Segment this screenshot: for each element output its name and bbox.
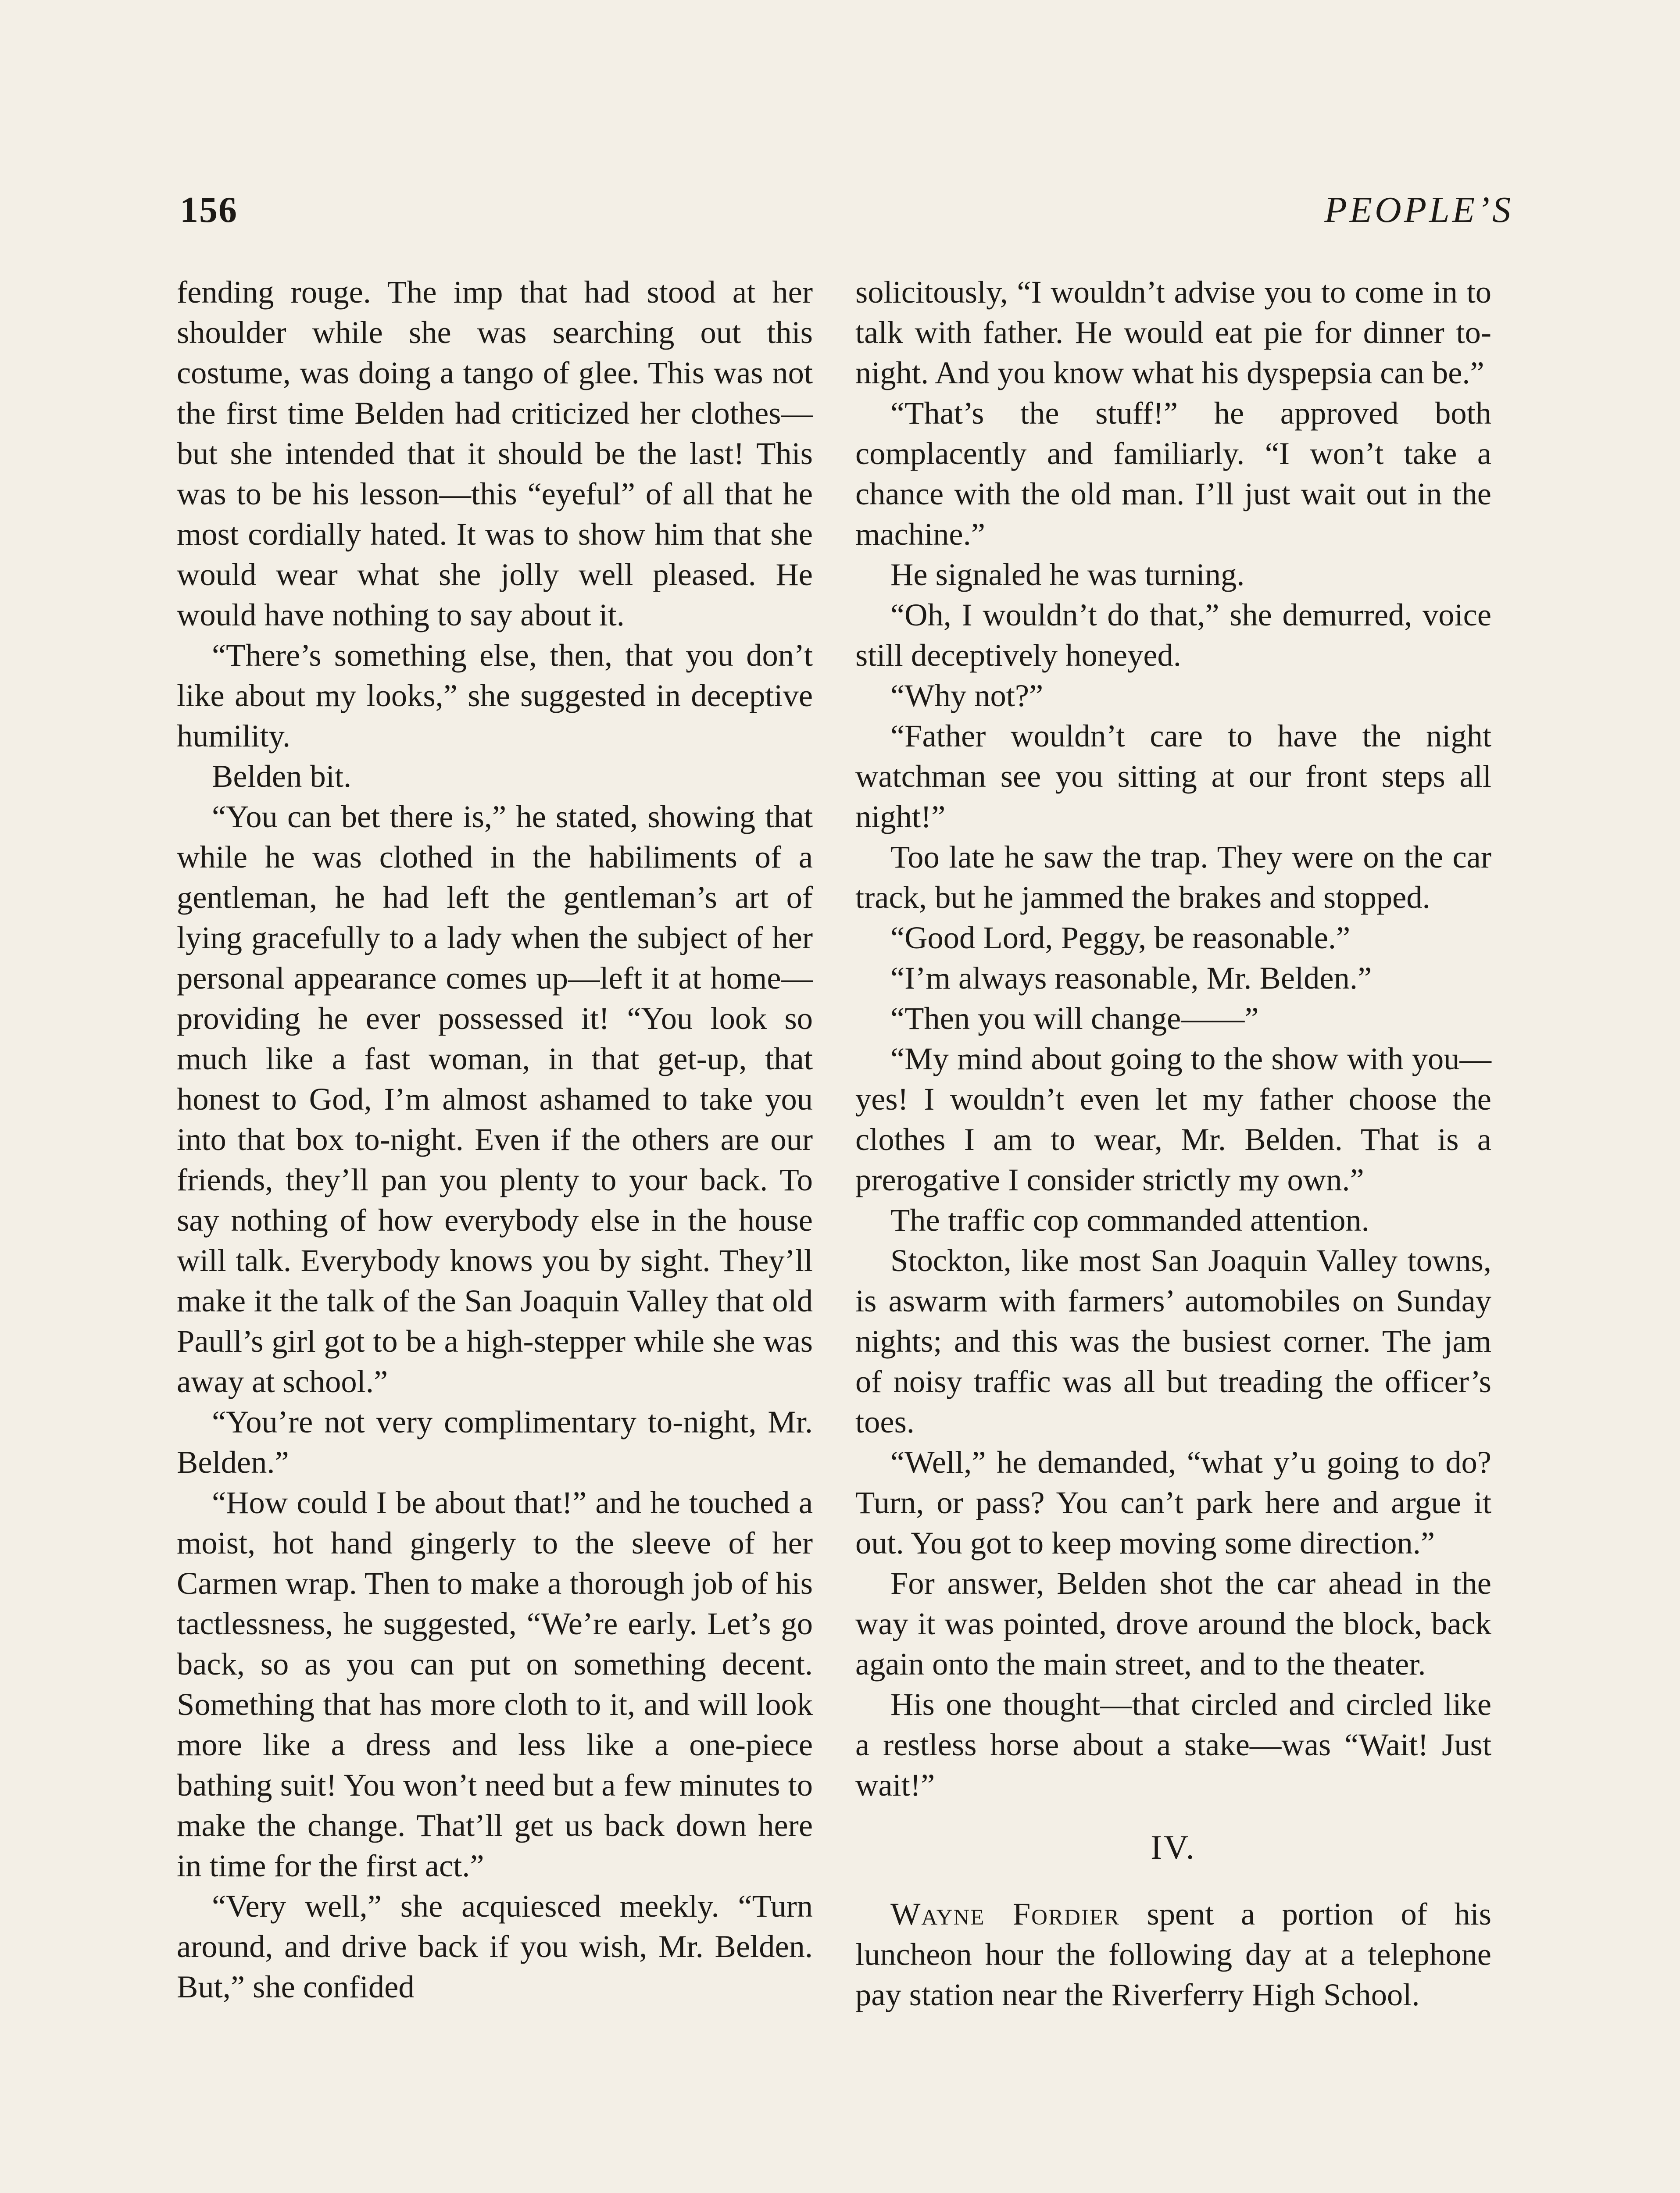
left-column [177, 272, 813, 2007]
paragraph: “How could I be about that!” and he touched a moist, hot hand gingerly to the sleeve of her Carmen wrap. Then to make a thorough job of his tactlessness, he suggested, “We’re early. Let’s go back, so as you can put on something decent. Something that has more cloth to it, and will look more like a dress and less like a one-piece bathing suit! You won’t need but a few minutes to make the change. That’ll get us back down here in time for the first act.” [177, 1485, 813, 1883]
section-opening-paragraph [855, 1894, 1491, 2015]
paragraph: “Oh, I wouldn’t do that,” she demurred, voice still deceptively honeyed. [855, 597, 1491, 673]
paragraph: “You can bet there is,” he stated, showing that while he was clothed in the habiliments of a gentleman, he had left the gentleman’s art of lying gracefully to a lady when the subject of her personal appearance comes up—left it at home—providing he ever possessed it! “You look so much like a fast woman, in that get-up, that honest to God, I’m almost ashamed to take you into that box to-night. Even if the others are our friends, they’ll pan you plenty to your back. To say nothing of how everybody else in the house will talk. Everybody knows you by sight. They’ll make it the talk of the San Joaquin Valley that old Paull’s girl got to be a high-stepper while she was away at school.” [177, 799, 813, 1399]
paragraph: Too late he saw the trap. They were on the car track, but he jammed the brakes and stopped. [855, 839, 1491, 915]
page-number: 156 [180, 189, 238, 230]
paragraph: Belden bit. [212, 758, 352, 794]
paragraph: “There’s something else, then, that you don’t like about my looks,” she suggested in deceptive humility. [177, 637, 813, 754]
paragraph: fending rouge. The imp that had stood at her shoulder while she was searching out this costume, was doing a tango of glee. This was not the first time Belden had criticized her clothes—but she intended that it should be the last! This was to be his lesson—this “eyeful” of all that he most cordially hated. It was to show him that she would wear what she jolly well pleased. He would have nothing to say about it. [177, 274, 813, 632]
paragraph: The traffic cop commanded attention. [890, 1202, 1369, 1238]
paragraph: “That’s the stuff!” he approved both complacently and familiarly. “I won’t take a chance with the old man. I’ll just wait out in the machine.” [855, 395, 1491, 552]
paragraph: Stockton, like most San Joaquin Valley towns, is aswarm with farmers’ automobiles on Sunday nights; and this was the busiest corner. The jam of noisy traffic was all but treading the officer’s toes. [855, 1243, 1491, 1439]
section-opening-name: Wayne Fordier [890, 1896, 1120, 1932]
paragraph: “Good Lord, Peggy, be reasonable.” [890, 920, 1351, 955]
paragraph: “Then you will change——” [890, 1000, 1259, 1036]
paragraph: “Father wouldn’t care to have the night watchman see you sitting at our front steps all night!” [855, 718, 1491, 834]
paragraph: “Why not?” [890, 678, 1044, 713]
right-column [855, 272, 1491, 2015]
section-heading: IV. [1151, 1828, 1196, 1866]
paragraph: “I’m always reasonable, Mr. Belden.” [890, 960, 1372, 996]
paragraph: “My mind about going to the show with you—yes! I wouldn’t even let my father choose the clothes I am to wear, Mr. Belden. That is a prerogative I consider strictly my own.” [855, 1041, 1491, 1197]
section-opening-text: spent a portion of his luncheon hour the following day at a telephone pay station near the Riverferry High School. [855, 1896, 1491, 2012]
paragraph: For answer, Belden shot the car ahead in the way it was pointed, drove around the block, back again onto the main street, and to the theater. [855, 1565, 1491, 1682]
paragraph: His one thought—that circled and circled like a restless horse about a stake—was “Wait! Just wait!” [855, 1686, 1491, 1803]
paragraph: “Well,” he demanded, “what y’u going to do? Turn, or pass? You can’t park here and argue it out. You got to keep moving some direction.” [855, 1444, 1491, 1561]
paragraph: “You’re not very complimentary to-night, Mr. Belden.” [177, 1404, 813, 1480]
paragraph: solicitously, “I wouldn’t advise you to come in to talk with father. He would eat pie for dinner to-night. And you know what his dyspepsia can be.” [855, 274, 1491, 390]
running-head: PEOPLE’S [1324, 189, 1513, 230]
page-header [180, 189, 1513, 241]
paragraph: He signaled he was turning. [890, 557, 1245, 592]
paragraph: “Very well,” she acquiesced meekly. “Turn around, and drive back if you wish, Mr. Belden. But,” she confided [177, 1888, 813, 2004]
